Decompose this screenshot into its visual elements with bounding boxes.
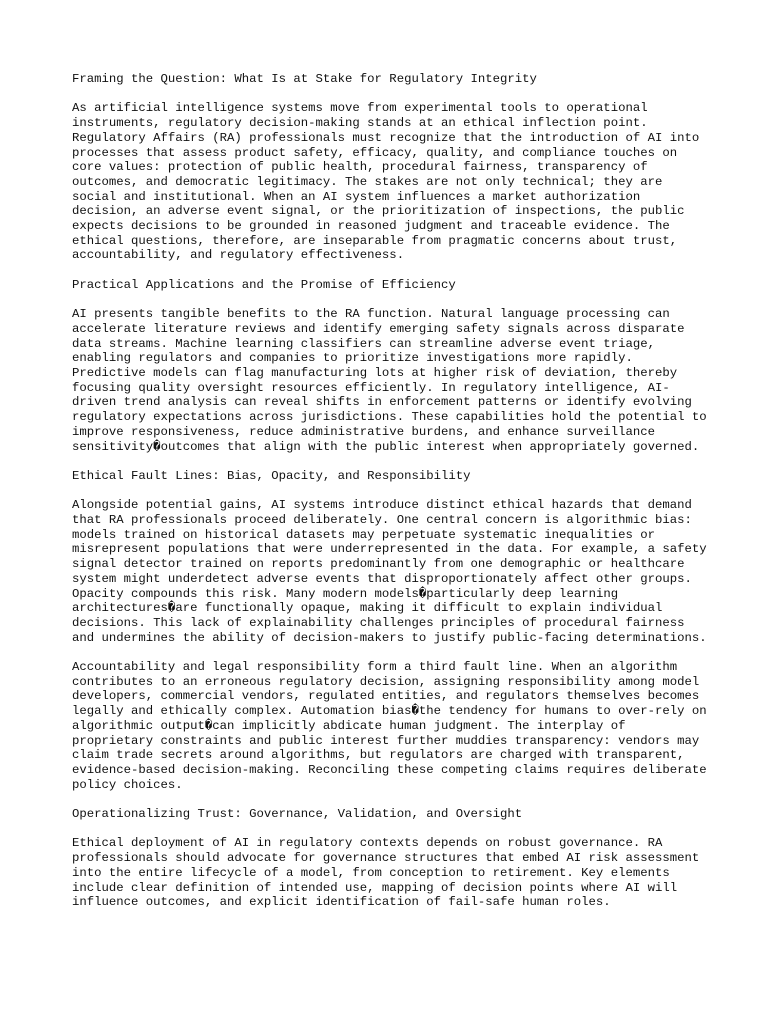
paragraph: AI presents tangible benefits to the RA function. Natural language processing can accelerate literature reviews and identify emerging safety signals across disparate data streams. Machine learning classifiers can streamline adverse event triage, enabling regulators and companies to prioritize investigations more rapidly. Predictive models can flag manufacturing lots at higher risk of deviation, thereby focusing quality oversight resources efficiently. In regulatory intelligence, AI-driven trend analysis can reveal shifts in enforcement patterns or identify evolving regulatory expectations across jurisdictions. These capabilities hold the potential to improve responsiveness, reduce administrative burdens, and enhance surveillance sensitivity�outcomes that align with the public interest when appropriately governed. [72,307,707,454]
section-fault-lines [72,469,708,792]
section-heading: Framing the Question: What Is at Stake for Regulatory Integrity [72,72,537,86]
paragraph: Alongside potential gains, AI systems introduce distinct ethical hazards that demand that RA professionals proceed deliberately. One central concern is algorithmic bias: models trained on historical datasets may perpetuate systematic inequalities or misrepresent populations that were underrepresented in the data. For example, a safety signal detector trained on reports predominantly from one demographic or healthcare system might underdetect adverse events that disproportionately affect other groups. Opacity compounds this risk. Many modern models�particularly deep learning architectures�are functionally opaque, making it difficult to explain individual decisions. This lack of explainability challenges principles of procedural fairness and undermines the ability of decision-makers to justify public-facing determinations. [72,498,707,645]
document-page [72,72,708,925]
section-framing [72,72,708,263]
paragraph: As artificial intelligence systems move from experimental tools to operational instruments, regulatory decision-making stands at an ethical inflection point. Regulatory Affairs (RA) professionals must recognize that the introduction of AI into processes that assess product safety, efficacy, quality, and compliance touches on core values: protection of public health, procedural fairness, transparency of outcomes, and democratic legitimacy. The stakes are not only technical; they are social and institutional. When an AI system influences a market authorization decision, an adverse event signal, or the prioritization of inspections, the public expects decisions to be grounded in reasoned judgment and traceable evidence. The ethical questions, therefore, are inseparable from pragmatic concerns about trust, accountability, and regulatory effectiveness. [72,101,700,263]
section-applications [72,278,708,454]
section-heading: Practical Applications and the Promise of Efficiency [72,277,456,292]
paragraph: Accountability and legal responsibility form a third fault line. When an algorithm contributes to an erroneous regulatory decision, assigning responsibility among model developers, commercial vendors, regulated entities, and regulators themselves becomes legally and ethically complex. Automation bias�the tendency for humans to over-rely on algorithmic output�can implicitly abdicate human judgment. The interplay of proprietary constraints and public interest further muddies transparency: vendors may claim trade secrets around algorithms, but regulators are charged with transparent, evidence-based decision-making. Reconciling these competing claims requires deliberate policy choices. [72,660,707,792]
section-operationalizing-trust [72,807,708,910]
section-heading: Operationalizing Trust: Governance, Validation, and Oversight [72,807,523,822]
paragraph: Ethical deployment of AI in regulatory contexts depends on robust governance. RA professionals should advocate for governance structures that embed AI risk assessment into the entire lifecycle of a model, from conception to retirement. Key elements include clear definition of intended use, mapping of decision points where AI will influence outcomes, and explicit identification of fail-safe human roles. [72,836,700,910]
section-heading: Ethical Fault Lines: Bias, Opacity, and Responsibility [72,468,471,483]
